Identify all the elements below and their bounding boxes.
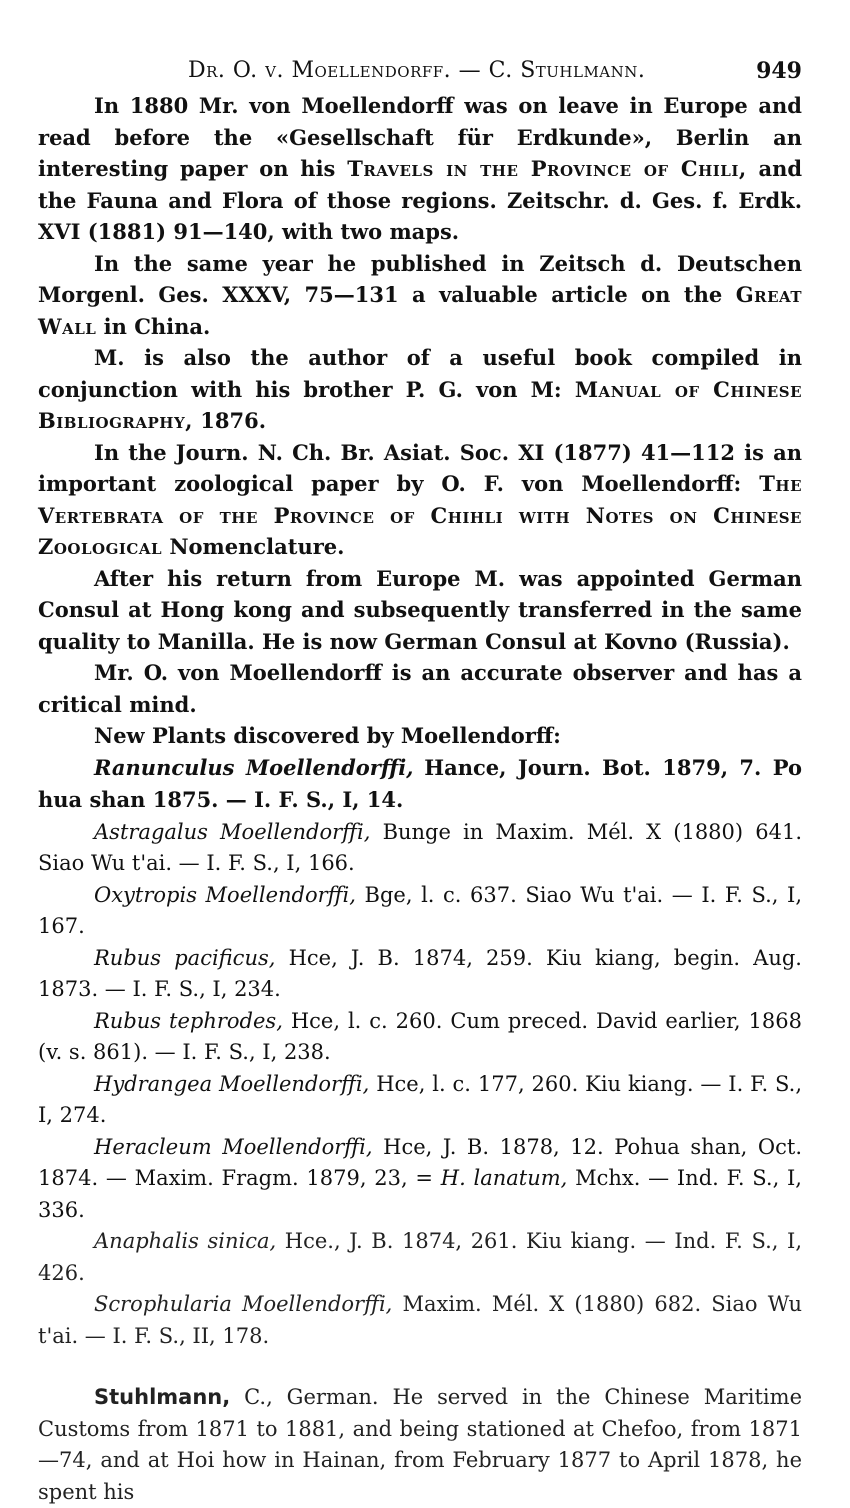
page-number: 949 [756,58,802,84]
plant-list [38,752,802,1353]
list-item: Ranunculus Moellendorffi, Hance, Journ. Bot. 1879, 7. Po hua shan 1875. — I. F. S., I, 14. [38,754,802,812]
list-item: Oxytropis Moellendorffi, Bge, l. c. 637. Siao Wu t'ai. — I. F. S., I, 167. [38,882,803,938]
paragraph-stuhlmann: Stuhlmann, C., German. He served in the Chinese Maritime Customs from 1871 to 1881, and being stationed at Chefoo, from 1871—74, and at Hoi how in Hainan, from February 1877 to April 1878, he spent his [38,1385,802,1504]
list-item: Rubus tephrodes, Hce, l. c. 260. Cum preced. David earlier, 1868 (v. s. 861). — I. F. S., I, 238. [38,1008,802,1064]
list-item: Anaphalis sinica, Hce., J. B. 1874, 261. Kiu kiang. — Ind. F. S., I, 426. [38,1229,802,1285]
entry-name: Stuhlmann, [94,1385,231,1409]
running-title: Dr. O. v. Moellendorff. — C. Stuhlmann. [188,58,646,83]
stuhlmann-entry [38,1382,802,1508]
list-item: Astragalus Moellendorffi, Bunge in Maxim. Mél. X (1880) 641. Siao Wu t'ai. — I. F. S., I, 166. [38,819,802,875]
page-header [38,50,802,90]
paragraph-consul: After his return from Europe M. was appointed German Consul at Hong kong and subsequently transferred in the same quality to Manilla. He is now German Consul at Kovno (Russia). [38,565,802,654]
section-gap [38,1352,802,1382]
list-item: Heracleum Moellendorffi, Hce, J. B. 1878, 12. Pohua shan, Oct. 1874. — Maxim. Fragm. 1879, 23, = H. lanatum, Mchx. — Ind. F. S., I, 336. [38,1134,802,1222]
list-item: Scrophularia Moellendorffi, Maxim. Mél. X (1880) 682. Siao Wu t'ai. — I. F. S., II, 178. [38,1292,802,1348]
list-item: Hydrangea Moellendorffi, Hce, l. c. 177, 260. Kiu kiang. — I. F. S., I, 274. [38,1071,802,1127]
paragraph-manual: M. is also the author of a useful book compiled in conjunction with his brother P. G. von M: Manual of Chinese Bibliography, 1876. [38,345,802,433]
paragraph-travels: In 1880 Mr. von Moellendorff was on leave in Europe and read before the «Gesellschaft für Erdkunde», Berlin an interesting paper on his Travels in the Province of Chili, and the Fauna and Flora of those regions. Zeitschr. d. Ges. f. Erdk. XVI (1881) 91—140, with two maps. [38,93,803,244]
document-page [38,50,802,1508]
paragraph-plants-intro: New Plants discovered by Moellendorff: [94,723,561,748]
paragraph-zoology: In the Journ. N. Ch. Br. Asiat. Soc. XI (1877) 41—112 is an important zoological paper by O. F. von Moellendorff: The Vertebrata of the Province of Chihli with Notes on Chinese Zoological Nomenclature. [38,439,803,559]
paragraph-great-wall: In the same year he published in Zeitsch d. Deutschen Morgenl. Ges. XXXV, 75—131 a valuable article on the Great Wall in China. [38,250,803,339]
paragraph-observer: Mr. O. von Moellendorff is an accurate observer and has a critical mind. [38,660,802,717]
body-text [38,90,802,752]
list-item: Rubus pacificus, Hce, J. B. 1874, 259. Kiu kiang, begin. Aug. 1873. — I. F. S., I, 234. [38,945,802,1001]
